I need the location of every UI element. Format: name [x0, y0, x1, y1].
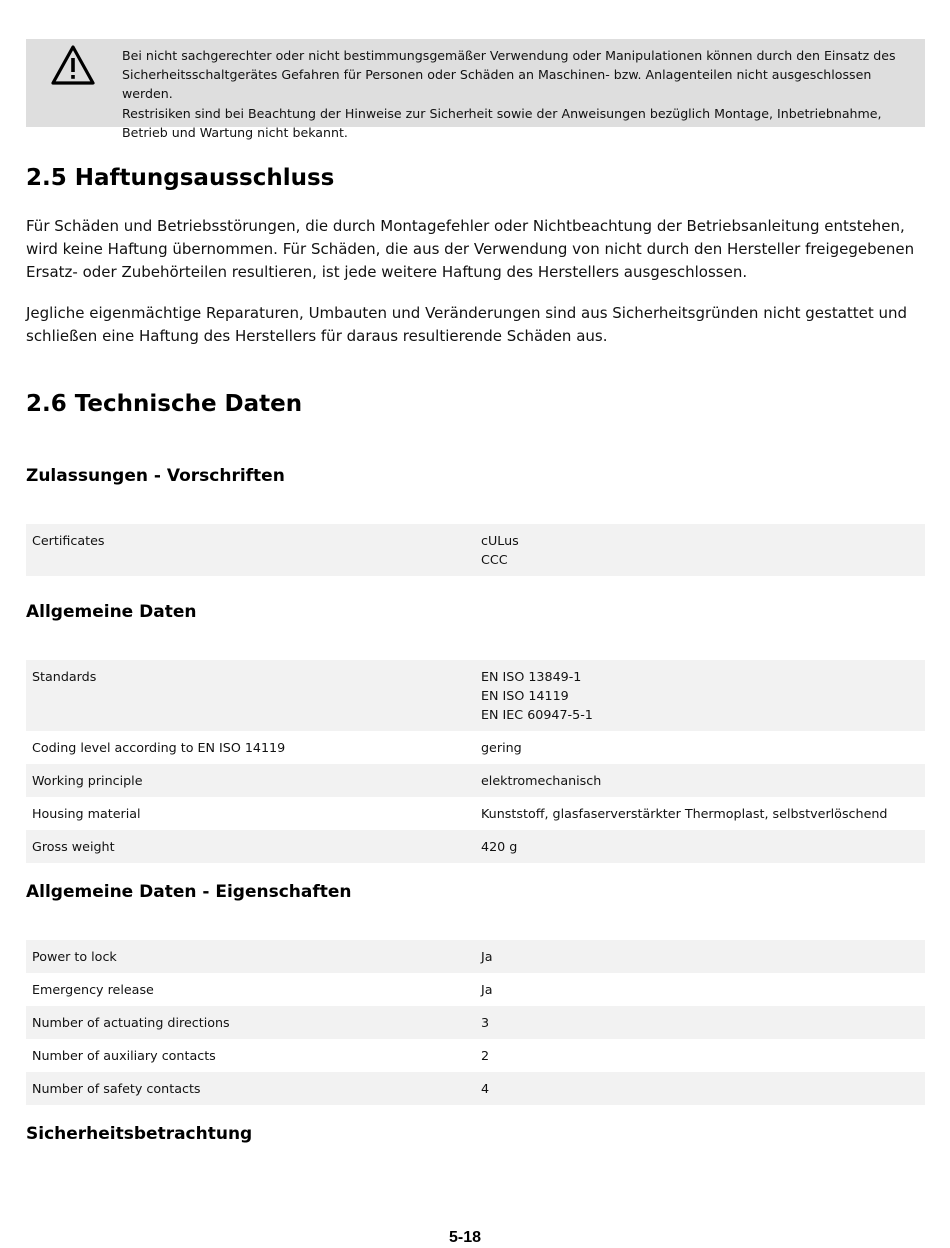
section-title-haftungsausschluss: 2.5 Haftungsausschluss — [26, 165, 335, 191]
value-line: EN ISO 13849-1 — [481, 669, 582, 684]
group-title-sicherheitsbetrachtung: Sicherheitsbetrachtung — [26, 1124, 253, 1144]
row-key: Number of actuating directions — [32, 1015, 230, 1030]
row-value — [475, 524, 925, 576]
group-title-zulassungen: Zulassungen - Vorschriften — [26, 466, 285, 486]
table-row — [26, 1072, 925, 1105]
row-key: Emergency release — [32, 982, 154, 997]
table-row — [26, 830, 925, 863]
table-row — [26, 524, 925, 576]
row-key: Certificates — [32, 533, 105, 548]
warning-line: Betrieb und Wartung nicht bekannt. — [122, 124, 348, 140]
section-title-technische-daten: 2.6 Technische Daten — [26, 391, 303, 417]
page-number: 5-18 — [448, 1229, 482, 1246]
row-key: Number of safety contacts — [32, 1081, 201, 1096]
warning-line: Bei nicht sachgerechter oder nicht bestimmungsgemäßer Verwendung oder Manipulationen können durch den Einsatz des — [122, 48, 896, 63]
table-row — [26, 1039, 925, 1072]
group-title-allgemeine-daten: Allgemeine Daten — [26, 602, 197, 622]
table-row — [26, 731, 925, 764]
row-value: 2 — [481, 1048, 490, 1063]
table-allgemeine-daten — [26, 660, 925, 863]
row-value: 4 — [481, 1081, 490, 1096]
table-row — [26, 940, 925, 973]
row-key: Number of auxiliary contacts — [32, 1048, 216, 1063]
row-value: Ja — [481, 949, 493, 964]
warning-line: Restrisiken sind bei Beachtung der Hinweise zur Sicherheit sowie der Anweisungen bezüglich Montage, Inbetriebnahme, — [122, 105, 882, 121]
group-title-eigenschaften: Allgemeine Daten - Eigenschaften — [26, 882, 352, 902]
row-key: Gross weight — [32, 839, 115, 854]
row-key: Housing material — [32, 806, 141, 821]
warning-line: Sicherheitsschaltgerätes Gefahren für Personen oder Schäden an Maschinen- bzw. Anlagenteilen nicht ausgeschlossen werden. — [122, 67, 872, 102]
row-value: gering — [481, 740, 522, 755]
paragraph-liability-2: Jegliche eigenmächtige Reparaturen, Umbauten und Veränderungen sind aus Sicherheitsgründen nicht gestattet und schließen eine Haftung des Herstellers für daraus resultierende Schäden aus. — [26, 304, 908, 345]
row-value: elektromechanisch — [481, 773, 602, 788]
row-key: Coding level according to EN ISO 14119 — [32, 740, 286, 755]
table-row — [26, 660, 925, 731]
row-value: 420 g — [481, 839, 518, 854]
row-key: Working principle — [32, 773, 143, 788]
table-row — [26, 1006, 925, 1039]
table-row — [26, 764, 925, 797]
value-line: EN IEC 60947-5-1 — [481, 707, 593, 722]
table-row — [26, 973, 925, 1006]
row-value — [475, 660, 925, 731]
warning-text — [122, 46, 922, 142]
warning-triangle-icon — [50, 43, 96, 87]
warning-box — [26, 39, 925, 140]
paragraph-liability-1: Für Schäden und Betriebsstörungen, die durch Montagefehler oder Nichtbeachtung der Betriebsanleitung entstehen, wird keine Haftung übernommen. Für Schäden, die aus der Verwendung von nicht durch den Hersteller freigegebenen Ersatz- oder Zubehörteilen resultieren, ist jede weitere Haftung des Herstellers ausgeschlossen. — [26, 217, 915, 281]
value-line: cULus — [481, 533, 519, 548]
value-line: CCC — [481, 552, 508, 567]
table-row — [26, 797, 925, 830]
row-key: Power to lock — [32, 949, 117, 964]
table-zulassungen — [26, 524, 925, 576]
row-value: Kunststoff, glasfaserverstärkter Thermoplast, selbstverlöschend — [481, 806, 888, 821]
row-value: Ja — [481, 982, 493, 997]
value-line: EN ISO 14119 — [481, 688, 569, 703]
table-eigenschaften — [26, 940, 925, 1105]
row-key: Standards — [32, 669, 97, 684]
row-value: 3 — [481, 1015, 490, 1030]
